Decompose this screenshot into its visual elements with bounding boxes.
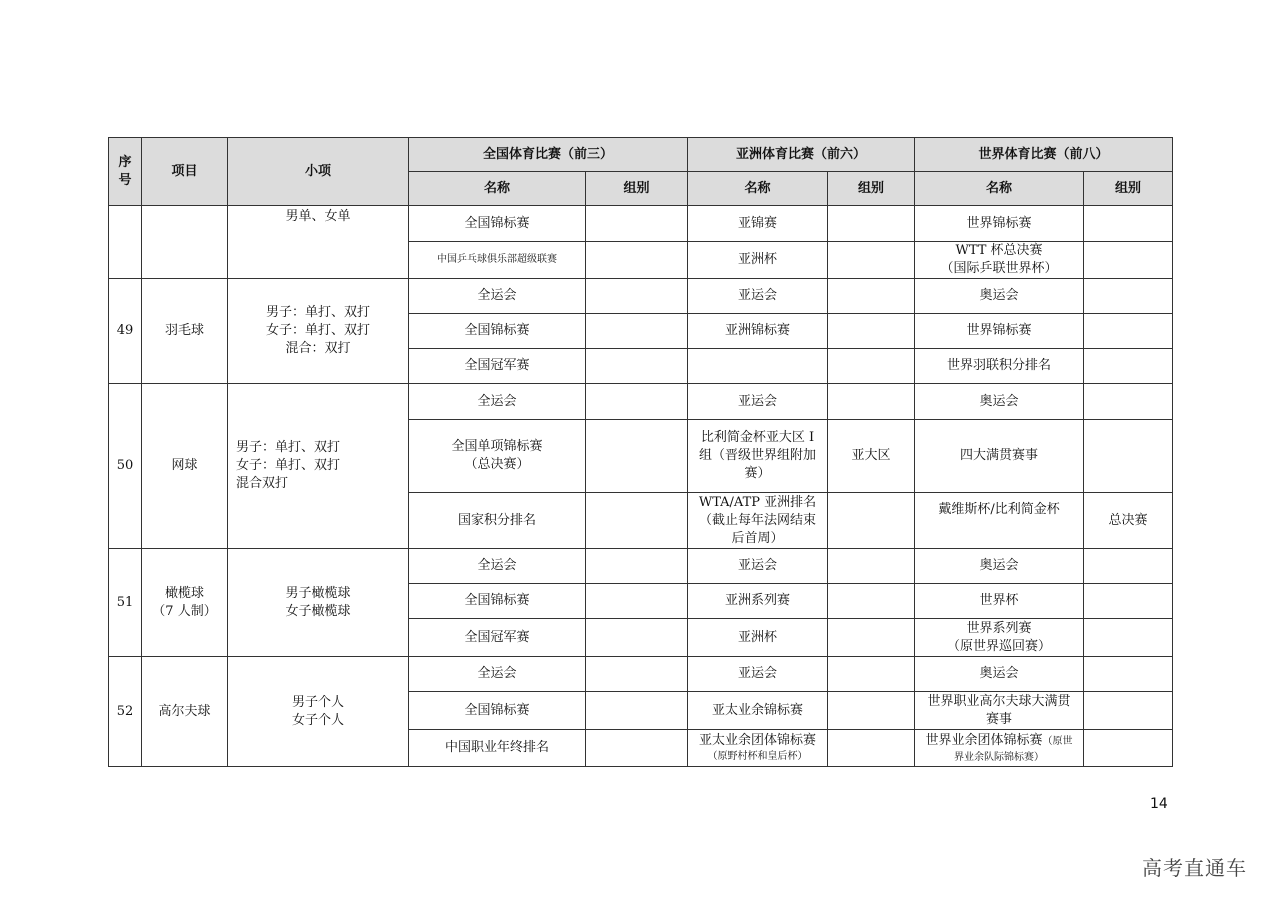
world-group-cell [1084,384,1173,420]
seq-cell: 50 [109,384,142,549]
world-name-text: 世界业余团体锦标赛 [925,732,1043,748]
asian-name-cell: 亚运会 [688,279,828,314]
asian-name-cell: 亚运会 [688,657,828,692]
asian-name-cell: 亚运会 [688,549,828,584]
national-name-cell: 全运会 [409,657,586,692]
world-name-cell: 戴维斯杯/比利简金杯 [915,493,1084,549]
subitem-cell: 男子橄榄球 女子橄榄球 [228,549,409,657]
seq-cell [109,206,142,279]
asian-group-cell [828,493,915,549]
subitem-cell: 男子个人 女子个人 [228,657,409,767]
seq-cell: 51 [109,549,142,657]
header-national-group: 组别 [586,172,688,206]
asian-group-cell [828,384,915,420]
asian-group-cell [828,619,915,657]
national-name-cell: 全国锦标赛 [409,314,586,349]
project-cell [142,206,228,279]
asian-group-cell [828,279,915,314]
header-seq: 序 号 [109,138,142,206]
world-group-cell [1084,549,1173,584]
national-group-cell [586,314,688,349]
world-name-cell: WTT 杯总决赛 （国际乒联世界杯） [915,242,1084,279]
national-group-cell [586,730,688,767]
page-number: 14 [1150,796,1168,812]
world-name-cell: 奥运会 [915,384,1084,420]
world-name-cell: 世界羽联积分排名 [915,349,1084,384]
sports-competition-table [108,137,1173,767]
seq-cell: 49 [109,279,142,384]
subitem-cell: 男子：单打、双打 女子：单打、双打 混合双打 [228,384,409,549]
project-cell: 网球 [142,384,228,549]
world-group-cell [1084,242,1173,279]
header-asian: 亚洲体育比赛（前六） [688,138,915,172]
asian-group-cell [828,584,915,619]
world-name-cell: 奥运会 [915,549,1084,584]
asian-group-cell [828,730,915,767]
asian-group-cell [828,349,915,384]
asian-group-cell: 亚大区 [828,420,915,493]
national-name-cell: 全运会 [409,549,586,584]
subitem-cell: 男单、女单 [228,206,409,279]
national-name-cell: 全国锦标赛 [409,584,586,619]
national-name-cell: 中国职业年终排名 [409,730,586,767]
world-name-cell: 世界杯 [915,584,1084,619]
national-group-cell [586,279,688,314]
seq-cell: 52 [109,657,142,767]
national-group-cell [586,349,688,384]
table-row [109,279,1173,314]
asian-name-cell: 亚洲杯 [688,242,828,279]
national-name-cell: 全国锦标赛 [409,206,586,242]
national-name-cell: 全国冠军赛 [409,619,586,657]
world-name-note: 界业余队际锦标赛） [954,751,1045,763]
asian-name-cell: 亚洲锦标赛 [688,314,828,349]
header-world-name: 名称 [915,172,1084,206]
world-group-cell [1084,349,1173,384]
table-row [109,657,1173,692]
world-group-cell [1084,619,1173,657]
world-name-cell: 奥运会 [915,279,1084,314]
world-name-cell: 世界系列赛 （原世界巡回赛） [915,619,1084,657]
world-group-cell [1084,420,1173,493]
header-asian-group: 组别 [828,172,915,206]
world-group-cell [1084,692,1173,730]
national-group-cell [586,549,688,584]
asian-group-cell [828,657,915,692]
table-row [109,549,1173,584]
national-name-cell: 全运会 [409,384,586,420]
national-group-cell [586,384,688,420]
world-group-cell [1084,279,1173,314]
national-group-cell [586,420,688,493]
asian-name-cell [688,730,828,767]
national-group-cell [586,242,688,279]
project-cell: 高尔夫球 [142,657,228,767]
asian-name-cell: WTA/ATP 亚洲排名 （截止每年法网结束 后首周） [688,493,828,549]
national-name-cell: 国家积分排名 [409,493,586,549]
world-name-cell: 四大满贯赛事 [915,420,1084,493]
asian-group-cell [828,242,915,279]
world-group-cell [1084,657,1173,692]
asian-name-note: （原野村杯和皇后杯） [707,751,808,762]
watermark-text: 高考直通车 [1142,856,1247,880]
national-group-cell [586,619,688,657]
world-name-cell [915,730,1084,767]
asian-name-cell [688,349,828,384]
national-name-cell: 全国单项锦标赛 （总决赛） [409,420,586,493]
subitem-cell: 男子：单打、双打 女子：单打、双打 混合：双打 [228,279,409,384]
asian-group-cell [828,314,915,349]
world-group-cell [1084,314,1173,349]
world-name-cell: 世界锦标赛 [915,206,1084,242]
national-group-cell [586,692,688,730]
header-subitem: 小项 [228,138,409,206]
table-row [109,384,1173,420]
world-name-cell: 世界职业高尔夫球大满贯 赛事 [915,692,1084,730]
project-cell: 橄榄球 （7 人制） [142,549,228,657]
national-name-cell: 全国锦标赛 [409,692,586,730]
project-cell: 羽毛球 [142,279,228,384]
asian-name-text: 亚太业余团体锦标赛 [699,733,817,748]
national-group-cell [586,657,688,692]
national-group-cell [586,584,688,619]
header-national: 全国体育比赛（前三） [409,138,688,172]
asian-name-cell: 亚洲系列赛 [688,584,828,619]
asian-name-cell: 亚洲杯 [688,619,828,657]
header-world-group: 组别 [1084,172,1173,206]
asian-group-cell [828,692,915,730]
national-name-cell: 全运会 [409,279,586,314]
national-name-cell: 全国冠军赛 [409,349,586,384]
world-name-cell: 世界锦标赛 [915,314,1084,349]
asian-group-cell [828,549,915,584]
world-group-cell [1084,206,1173,242]
national-name-cell: 中国乒乓球俱乐部超级联赛 [409,242,586,279]
header-national-name: 名称 [409,172,586,206]
world-name-note-inline: （原世 [1042,735,1073,747]
table-row [109,206,1173,242]
world-group-cell [1084,584,1173,619]
national-group-cell [586,493,688,549]
world-name-cell: 奥运会 [915,657,1084,692]
national-group-cell [586,206,688,242]
header-asian-name: 名称 [688,172,828,206]
header-project: 项目 [142,138,228,206]
asian-name-cell: 亚太业余锦标赛 [688,692,828,730]
world-group-cell [1084,730,1173,767]
header-world: 世界体育比赛（前八） [915,138,1173,172]
asian-name-cell: 亚运会 [688,384,828,420]
asian-name-cell: 亚锦赛 [688,206,828,242]
asian-group-cell [828,206,915,242]
world-group-cell: 总决赛 [1084,493,1173,549]
asian-name-cell: 比利简金杯亚大区 I 组（晋级世界组附加 赛） [688,420,828,493]
